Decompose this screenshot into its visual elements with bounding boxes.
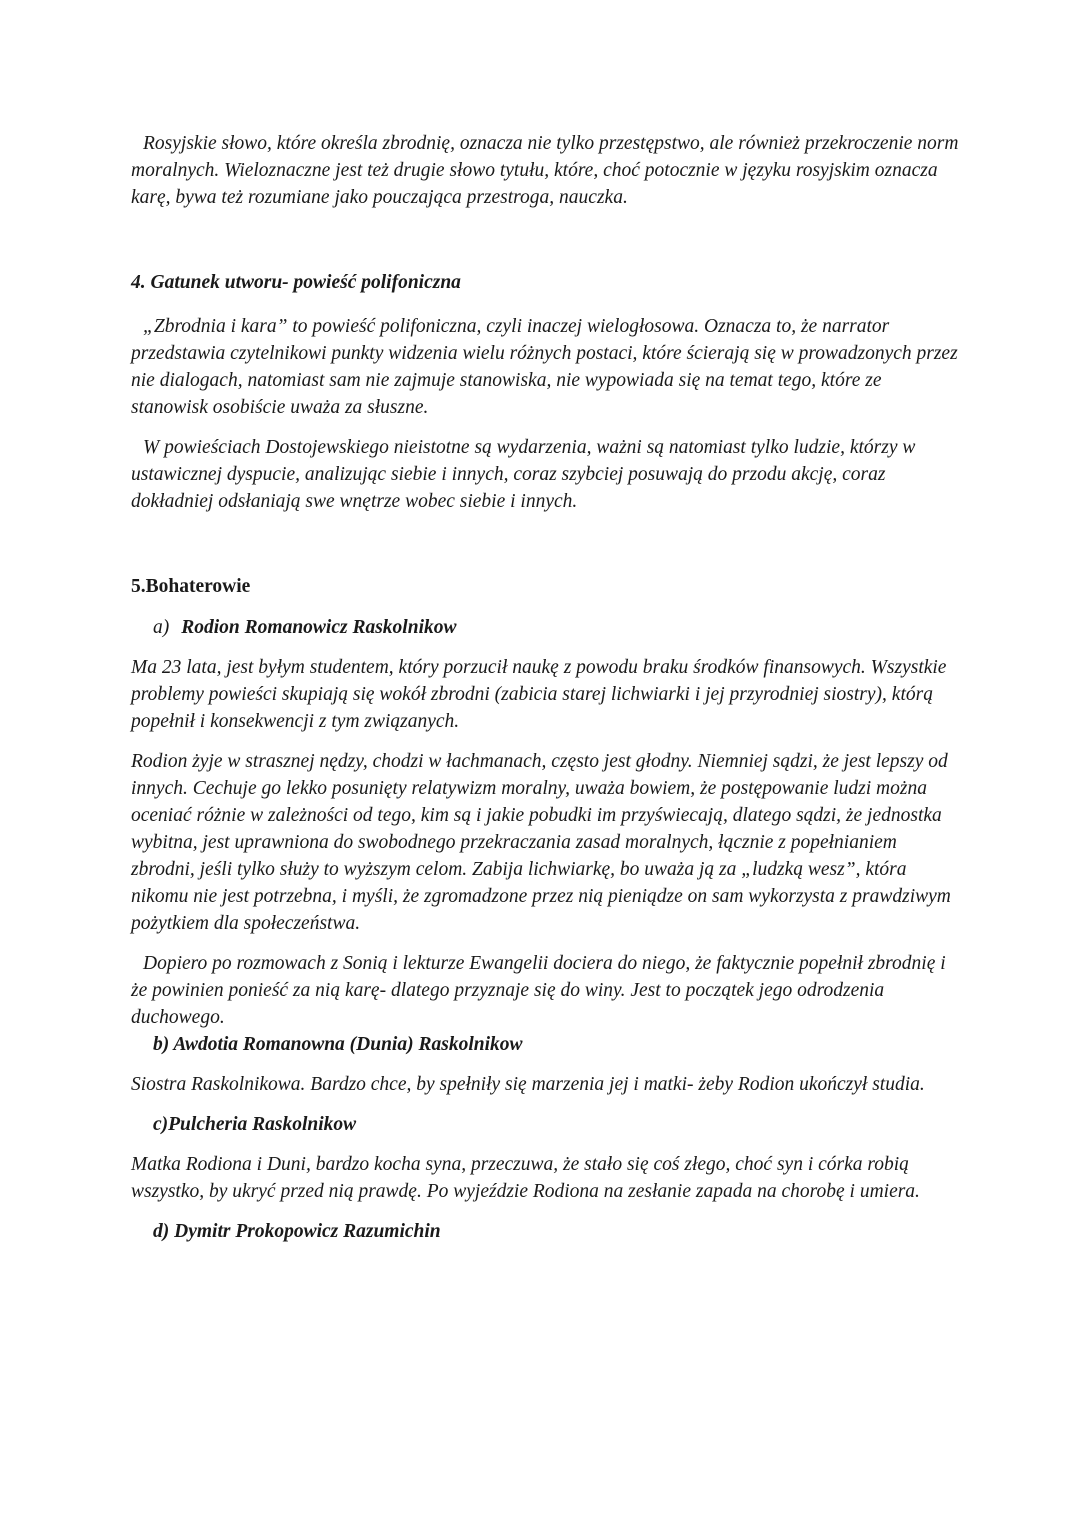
hero-d-heading: d) Dymitr Prokopowicz Razumichin — [153, 1221, 441, 1242]
hero-a-heading — [131, 614, 961, 641]
section-4-paragraph-2: W powieściach Dostojewskiego nieistotne są wydarzenia, ważni są natomiast tylko ludzie, którzy w ustawicznej dyspucie, analizując siebie i innych, coraz szybciej posuwają do przodu akcję, coraz dokładniej odsłaniają swe wnętrze wobec siebie i innych. — [131, 437, 916, 512]
hero-b-paragraph: Siostra Raskolnikowa. Bardzo chce, by spełniły się marzenia jej i matki- żeby Rodion ukończył studia. — [131, 1074, 925, 1095]
hero-a-paragraph-2: Rodion żyje w strasznej nędzy, chodzi w łachmanach, często jest głodny. Niemniej sądzi, że jest lepszy od innych. Cechuje go lekko posunięty relatywizm moralny, uważa bowiem, że postępowanie ludzi można oceniać różnie w zależności od tego, kim są i jakie pobudki im przyświecają, dlatego sądzi, że jednostka wybitna, jest uprawniona do swobodnego przekraczania zasad moralnych, łącznie z popełnianiem zbrodni, jeśli tylko służy to wyższym celom. Zabija lichwiarkę, bo uważa ją za „ludzką wesz”, która nikomu nie jest potrzebna, i myśli, że zgromadzone przez nią pieniądze on sam wykorzysta z prawdziwym pożytkiem dla społeczeństwa. — [131, 751, 951, 934]
section-5-heading: 5.Bohaterowie — [131, 576, 251, 597]
section-4-heading: 4. Gatunek utworu- powieść polifoniczna — [131, 272, 461, 293]
hero-a-paragraph-3: Dopiero po rozmowach z Sonią i lekturze Ewangelii dociera do niego, że faktycznie popełnił zbrodnię i że powinien ponieść za nią karę- dlatego przyznaje się do winy. Jest to początek jego odrodzenia duchowego. — [131, 953, 946, 1028]
hero-c-paragraph: Matka Rodiona i Duni, bardzo kocha syna, przeczuwa, że stało się coś złego, choć syn i córka robią wszystko, by ukryć przed nią prawdę. Po wyjeździe Rodiona na zesłanie zapada na chorobę i umiera. — [131, 1154, 920, 1202]
hero-a-marker: a) — [153, 617, 170, 638]
hero-a-name: Rodion Romanowicz Raskolnikow — [181, 617, 457, 638]
hero-b-heading: b) Awdotia Romanowna (Dunia) Raskolnikow — [153, 1034, 523, 1055]
section-4-paragraph-1: „Zbrodnia i kara” to powieść polifoniczna, czyli inaczej wielogłosowa. Oznacza to, że narrator przedstawia czytelnikowi punkty widzenia wielu różnych postaci, które ścierają się w prowadzonych przez nie dialogach, natomiast sam nie zajmuje stanowiska, nie wypowiada się na temat tego, które ze stanowisk osobiście uważa za słuszne. — [131, 316, 958, 418]
hero-a-paragraph-1: Ma 23 lata, jest byłym studentem, który porzucił naukę z powodu braku środków finansowych. Wszystkie problemy powieści skupiają się wokół zbrodni (zabicia starej lichwiarki i jej przyrodniej siostry), którą popełnił i konsekwencji z tym związanych. — [131, 657, 947, 732]
document-page — [131, 130, 961, 1245]
hero-c-heading: c)Pulcheria Raskolnikow — [153, 1114, 357, 1135]
intro-paragraph: Rosyjskie słowo, które określa zbrodnię, oznacza nie tylko przestępstwo, ale również przekroczenie norm moralnych. Wieloznaczne jest też drugie słowo tytułu, które, choć potocznie w języku rosyjskim oznacza karę, bywa też rozumiane jako pouczająca przestroga, nauczka. — [131, 133, 959, 208]
